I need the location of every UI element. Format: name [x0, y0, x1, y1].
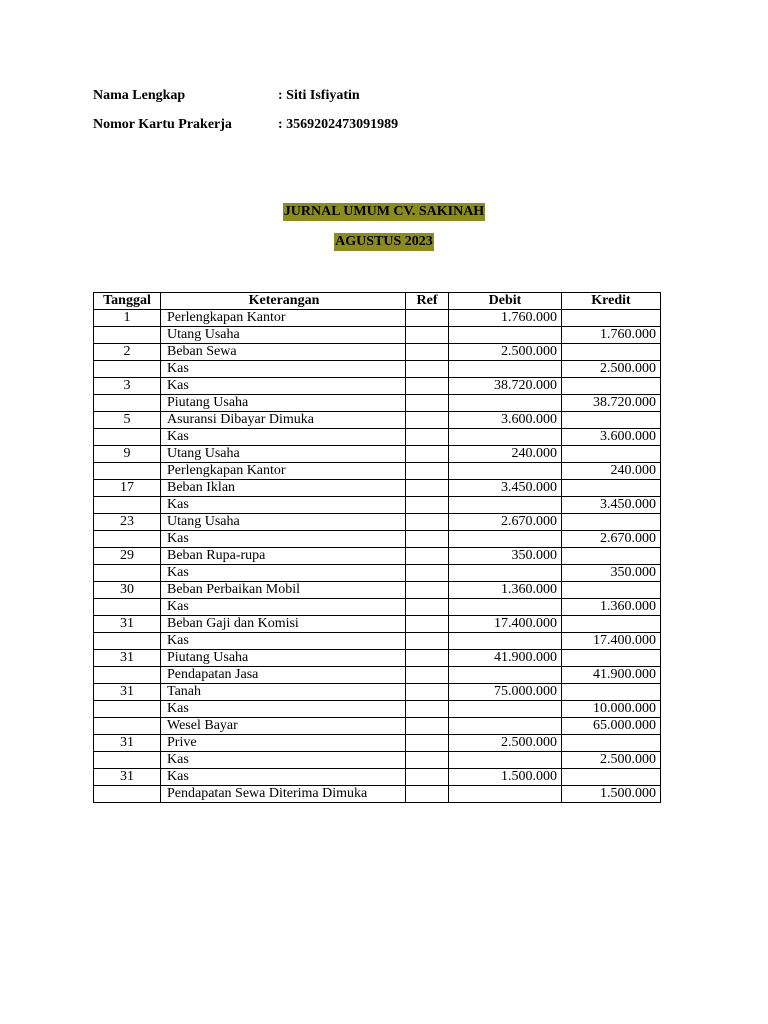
- cell-credit: 3.600.000: [562, 429, 661, 446]
- cell-credit: 2.500.000: [562, 752, 661, 769]
- cell-debit: [449, 599, 562, 616]
- table-row: [94, 599, 661, 616]
- cell-debit: 75.000.000: [449, 684, 562, 701]
- cell-ref: [406, 599, 449, 616]
- cell-debit: 2.500.000: [449, 344, 562, 361]
- journal-table-body: [94, 310, 661, 803]
- cell-description: Prive: [161, 735, 406, 752]
- journal-title: [0, 204, 768, 220]
- cell-ref: [406, 786, 449, 803]
- cell-description: Pendapatan Jasa: [161, 667, 406, 684]
- table-row: [94, 531, 661, 548]
- cell-ref: [406, 429, 449, 446]
- cell-date: [94, 429, 161, 446]
- cell-credit: [562, 480, 661, 497]
- cell-credit: [562, 514, 661, 531]
- cell-debit: 2.670.000: [449, 514, 562, 531]
- cell-description: Wesel Bayar: [161, 718, 406, 735]
- cell-credit: 1.360.000: [562, 599, 661, 616]
- cell-credit: 2.670.000: [562, 531, 661, 548]
- cell-date: [94, 633, 161, 650]
- table-row: [94, 514, 661, 531]
- cell-debit: [449, 718, 562, 735]
- table-row: [94, 701, 661, 718]
- cell-date: 31: [94, 650, 161, 667]
- cell-description: Utang Usaha: [161, 514, 406, 531]
- cell-credit: [562, 548, 661, 565]
- table-row: [94, 769, 661, 786]
- table-row: [94, 650, 661, 667]
- cell-date: 9: [94, 446, 161, 463]
- cell-credit: 3.450.000: [562, 497, 661, 514]
- cell-credit: [562, 378, 661, 395]
- table-row: [94, 463, 661, 480]
- cell-ref: [406, 633, 449, 650]
- cell-debit: 41.900.000: [449, 650, 562, 667]
- cell-credit: 1.760.000: [562, 327, 661, 344]
- cell-credit: [562, 310, 661, 327]
- column-header-ref: Ref: [406, 293, 449, 310]
- cell-debit: [449, 633, 562, 650]
- cell-ref: [406, 684, 449, 701]
- cell-date: 23: [94, 514, 161, 531]
- cell-date: [94, 361, 161, 378]
- cell-debit: [449, 497, 562, 514]
- cell-description: Kas: [161, 752, 406, 769]
- cell-description: Pendapatan Sewa Diterima Dimuka: [161, 786, 406, 803]
- cell-date: 31: [94, 769, 161, 786]
- cell-ref: [406, 446, 449, 463]
- cell-debit: [449, 531, 562, 548]
- cell-date: 31: [94, 735, 161, 752]
- cell-ref: [406, 548, 449, 565]
- journal-period-text: AGUSTUS 2023: [335, 234, 433, 249]
- cell-date: 1: [94, 310, 161, 327]
- cell-description: Perlengkapan Kantor: [161, 463, 406, 480]
- table-row: [94, 752, 661, 769]
- cell-credit: 240.000: [562, 463, 661, 480]
- cell-credit: 10.000.000: [562, 701, 661, 718]
- table-row: [94, 412, 661, 429]
- cell-description: Piutang Usaha: [161, 650, 406, 667]
- cell-ref: [406, 565, 449, 582]
- cell-date: [94, 701, 161, 718]
- cell-credit: 2.500.000: [562, 361, 661, 378]
- table-row: [94, 446, 661, 463]
- cell-date: [94, 752, 161, 769]
- cell-ref: [406, 531, 449, 548]
- cell-debit: [449, 565, 562, 582]
- cell-credit: 65.000.000: [562, 718, 661, 735]
- cell-ref: [406, 769, 449, 786]
- cell-ref: [406, 497, 449, 514]
- cell-debit: [449, 361, 562, 378]
- table-row: [94, 616, 661, 633]
- cell-debit: [449, 667, 562, 684]
- journal-period: [0, 234, 768, 250]
- full-name-value: : Siti Isfiyatin: [278, 88, 360, 103]
- cell-debit: 17.400.000: [449, 616, 562, 633]
- cell-date: [94, 786, 161, 803]
- cell-description: Asuransi Dibayar Dimuka: [161, 412, 406, 429]
- card-number-label: Nomor Kartu Prakerja: [93, 117, 232, 132]
- column-header-date: Tanggal: [94, 293, 161, 310]
- cell-date: 17: [94, 480, 161, 497]
- cell-ref: [406, 310, 449, 327]
- column-header-credit: Kredit: [562, 293, 661, 310]
- cell-ref: [406, 412, 449, 429]
- cell-ref: [406, 327, 449, 344]
- cell-debit: [449, 786, 562, 803]
- cell-ref: [406, 667, 449, 684]
- table-row: [94, 395, 661, 412]
- cell-description: Utang Usaha: [161, 446, 406, 463]
- cell-credit: 1.500.000: [562, 786, 661, 803]
- table-row: [94, 735, 661, 752]
- cell-debit: 2.500.000: [449, 735, 562, 752]
- cell-description: Kas: [161, 769, 406, 786]
- cell-credit: [562, 344, 661, 361]
- cell-description: Kas: [161, 361, 406, 378]
- table-row: [94, 361, 661, 378]
- table-row: [94, 480, 661, 497]
- cell-debit: [449, 327, 562, 344]
- cell-date: 29: [94, 548, 161, 565]
- table-header-row: [94, 293, 661, 310]
- full-name-label: Nama Lengkap: [93, 88, 186, 103]
- cell-debit: 1.360.000: [449, 582, 562, 599]
- cell-ref: [406, 344, 449, 361]
- cell-description: Kas: [161, 599, 406, 616]
- cell-debit: [449, 701, 562, 718]
- cell-date: [94, 531, 161, 548]
- table-row: [94, 582, 661, 599]
- cell-date: [94, 497, 161, 514]
- cell-debit: 1.760.000: [449, 310, 562, 327]
- table-row: [94, 633, 661, 650]
- cell-date: 30: [94, 582, 161, 599]
- cell-date: [94, 327, 161, 344]
- cell-ref: [406, 361, 449, 378]
- column-header-debit: Debit: [449, 293, 562, 310]
- cell-credit: [562, 769, 661, 786]
- table-row: [94, 718, 661, 735]
- cell-ref: [406, 514, 449, 531]
- cell-credit: [562, 616, 661, 633]
- cell-ref: [406, 735, 449, 752]
- table-row: [94, 344, 661, 361]
- table-row: [94, 429, 661, 446]
- cell-description: Piutang Usaha: [161, 395, 406, 412]
- cell-description: Kas: [161, 701, 406, 718]
- cell-date: 31: [94, 684, 161, 701]
- cell-debit: 350.000: [449, 548, 562, 565]
- cell-ref: [406, 650, 449, 667]
- cell-description: Kas: [161, 565, 406, 582]
- cell-debit: [449, 752, 562, 769]
- table-row: [94, 310, 661, 327]
- cell-description: Beban Perbaikan Mobil: [161, 582, 406, 599]
- table-row: [94, 378, 661, 395]
- cell-debit: 38.720.000: [449, 378, 562, 395]
- cell-date: 31: [94, 616, 161, 633]
- cell-debit: [449, 463, 562, 480]
- cell-description: Utang Usaha: [161, 327, 406, 344]
- cell-description: Kas: [161, 497, 406, 514]
- cell-ref: [406, 616, 449, 633]
- table-row: [94, 497, 661, 514]
- cell-credit: [562, 446, 661, 463]
- cell-description: Kas: [161, 378, 406, 395]
- column-header-description: Keterangan: [161, 293, 406, 310]
- cell-credit: [562, 582, 661, 599]
- cell-description: Kas: [161, 531, 406, 548]
- journal-table: [93, 292, 661, 803]
- journal-title-text: JURNAL UMUM CV. SAKINAH: [283, 204, 485, 219]
- cell-date: [94, 395, 161, 412]
- cell-ref: [406, 463, 449, 480]
- cell-description: Kas: [161, 429, 406, 446]
- cell-ref: [406, 378, 449, 395]
- cell-date: [94, 718, 161, 735]
- cell-credit: [562, 735, 661, 752]
- table-row: [94, 327, 661, 344]
- card-number-value: : 3569202473091989: [278, 117, 399, 132]
- table-row: [94, 548, 661, 565]
- cell-credit: [562, 412, 661, 429]
- cell-date: [94, 599, 161, 616]
- cell-description: Beban Iklan: [161, 480, 406, 497]
- cell-date: [94, 667, 161, 684]
- cell-date: 2: [94, 344, 161, 361]
- cell-ref: [406, 718, 449, 735]
- cell-debit: 240.000: [449, 446, 562, 463]
- cell-date: [94, 463, 161, 480]
- cell-description: Beban Rupa-rupa: [161, 548, 406, 565]
- cell-description: Beban Gaji dan Komisi: [161, 616, 406, 633]
- cell-description: Tanah: [161, 684, 406, 701]
- cell-debit: 3.450.000: [449, 480, 562, 497]
- cell-description: Beban Sewa: [161, 344, 406, 361]
- table-row: [94, 786, 661, 803]
- cell-debit: [449, 429, 562, 446]
- cell-ref: [406, 752, 449, 769]
- cell-credit: 17.400.000: [562, 633, 661, 650]
- table-row: [94, 667, 661, 684]
- cell-ref: [406, 582, 449, 599]
- cell-description: Kas: [161, 633, 406, 650]
- cell-credit: 38.720.000: [562, 395, 661, 412]
- cell-ref: [406, 701, 449, 718]
- cell-debit: 3.600.000: [449, 412, 562, 429]
- cell-date: 5: [94, 412, 161, 429]
- cell-credit: 350.000: [562, 565, 661, 582]
- cell-credit: [562, 684, 661, 701]
- table-row: [94, 684, 661, 701]
- cell-description: Perlengkapan Kantor: [161, 310, 406, 327]
- cell-debit: 1.500.000: [449, 769, 562, 786]
- cell-ref: [406, 395, 449, 412]
- cell-date: 3: [94, 378, 161, 395]
- cell-credit: 41.900.000: [562, 667, 661, 684]
- cell-date: [94, 565, 161, 582]
- cell-credit: [562, 650, 661, 667]
- cell-ref: [406, 480, 449, 497]
- table-row: [94, 565, 661, 582]
- cell-debit: [449, 395, 562, 412]
